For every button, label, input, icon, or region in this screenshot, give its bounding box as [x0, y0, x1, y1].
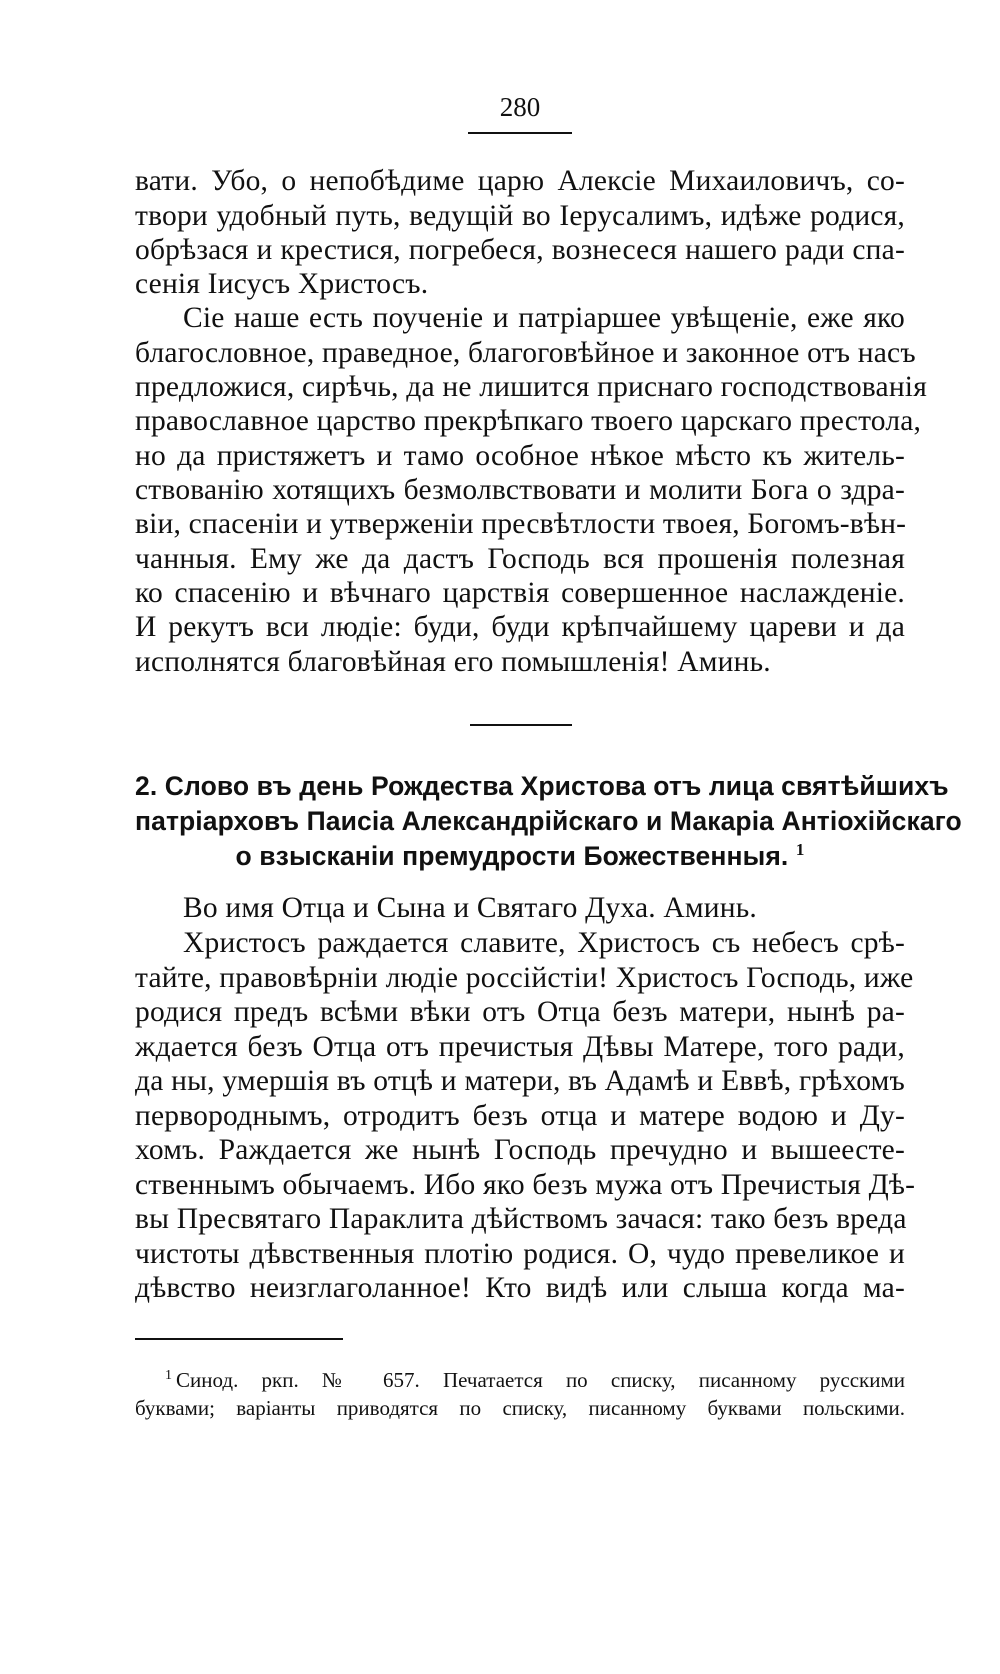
- text-line: чанныя. Ему же да дастъ Господь вся прошенія полезная: [135, 543, 905, 575]
- section-heading-line: 2. Слово въ день Рождества Христова отъ лица святѣйшихъ: [135, 771, 949, 801]
- text-line: обрѣзася и крестися, погребеся, вознесеся нашего ради спа-: [135, 234, 905, 266]
- section-heading-line: [135, 840, 905, 872]
- page-number: 280: [499, 92, 541, 122]
- text-line: віи, спасеніи и утверженіи пресвѣтлости твоея, Богомъ-вѣн-: [135, 508, 907, 540]
- section-divider: [470, 724, 572, 726]
- text-line: Христосъ раждается славите, Христосъ съ небесъ срѣ-: [183, 927, 905, 959]
- text-line: чистоты дѣвственныя плотію родися. О, чудо превеликое и: [135, 1238, 905, 1270]
- footnote-line: буквами; варіанты приводятся по списку, писанному буквами польскими.: [135, 1396, 905, 1420]
- text-line: исполнятся благовѣйная его помышленія! Аминь.: [135, 646, 771, 678]
- text-line: ко спасенію и вѣчнаго царствія совершенное наслажденіе.: [135, 577, 905, 609]
- text-line: ждается безъ Отца отъ пречистыя Дѣвы Матере, того ради,: [135, 1031, 905, 1063]
- footnote-rule: [135, 1338, 343, 1340]
- text-line: благословное, праведное, благоговѣйное и законное отъ насъ: [135, 337, 916, 369]
- text-line: но да пристяжетъ и тамо особное нѣкое мѣсто къ житель-: [135, 440, 905, 472]
- section-heading-text: о взысканіи премудрости Божественныя.: [235, 841, 789, 871]
- text-line: первороднымъ, отродитъ безъ отца и матере водою и Ду-: [135, 1100, 905, 1132]
- footnote-line: [165, 1367, 905, 1393]
- footnote-marker: 1: [165, 1368, 172, 1383]
- text-line: вы Пресвятаго Параклита дѣйствомъ зачася: тако безъ вреда: [135, 1203, 907, 1235]
- text-line: хомъ. Раждается же нынѣ Господь пречудно и вышеесте-: [135, 1134, 905, 1166]
- text-line: да ны, умершія въ отцѣ и матери, въ Адамѣ и Еввѣ, грѣхомъ: [135, 1065, 905, 1097]
- text-line: ственнымъ обычаемъ. Ибо яко безъ мужа отъ Пречистыя Дѣ-: [135, 1169, 916, 1201]
- section-heading-line: патріарховъ Паисіа Александрійскаго и Макаріа Антіохійскаго: [135, 806, 962, 836]
- text-line: И рекутъ вси людіе: буди, буди крѣпчайшему цареви и да: [135, 611, 905, 643]
- text-line: тайте, правовѣрніи людіе россійстіи! Христосъ Господь, иже: [135, 962, 914, 994]
- text-line: предложися, сирѣчь, да не лишится приснаго господствованія: [135, 371, 927, 403]
- text-line: Сіе наше есть поученіе и патріаршее увѣщеніе, еже яко: [183, 302, 905, 334]
- text-line: ствованію хотящихъ безмолвствовати и молити Бога о здра-: [135, 474, 905, 506]
- invocation-line: Во имя Отца и Сына и Святаго Духа. Аминь.: [183, 892, 758, 924]
- text-line: твори удобный путь, ведущій во Іерусалимъ, идѣже родися,: [135, 200, 905, 232]
- footnote-text: Синод. ркп. № 657. Печатается по списку, писанному русскими: [176, 1368, 905, 1392]
- text-line: вати. Убо, о непобѣдиме царю Алексіе Михаиловичъ, со-: [135, 165, 905, 197]
- text-line: родися предъ всѣми вѣки отъ Отца безъ матери, нынѣ ра-: [135, 996, 905, 1028]
- page-number-rule: [468, 132, 572, 134]
- text-line: сенія Іисусъ Христосъ.: [135, 268, 429, 300]
- text-line: православное царство прекрѣпкаго твоего царскаго престола,: [135, 405, 922, 437]
- footnote-reference: 1: [795, 840, 805, 860]
- text-line: дѣвство неизглаголанное! Кто видѣ или слыша когда ма-: [135, 1272, 905, 1304]
